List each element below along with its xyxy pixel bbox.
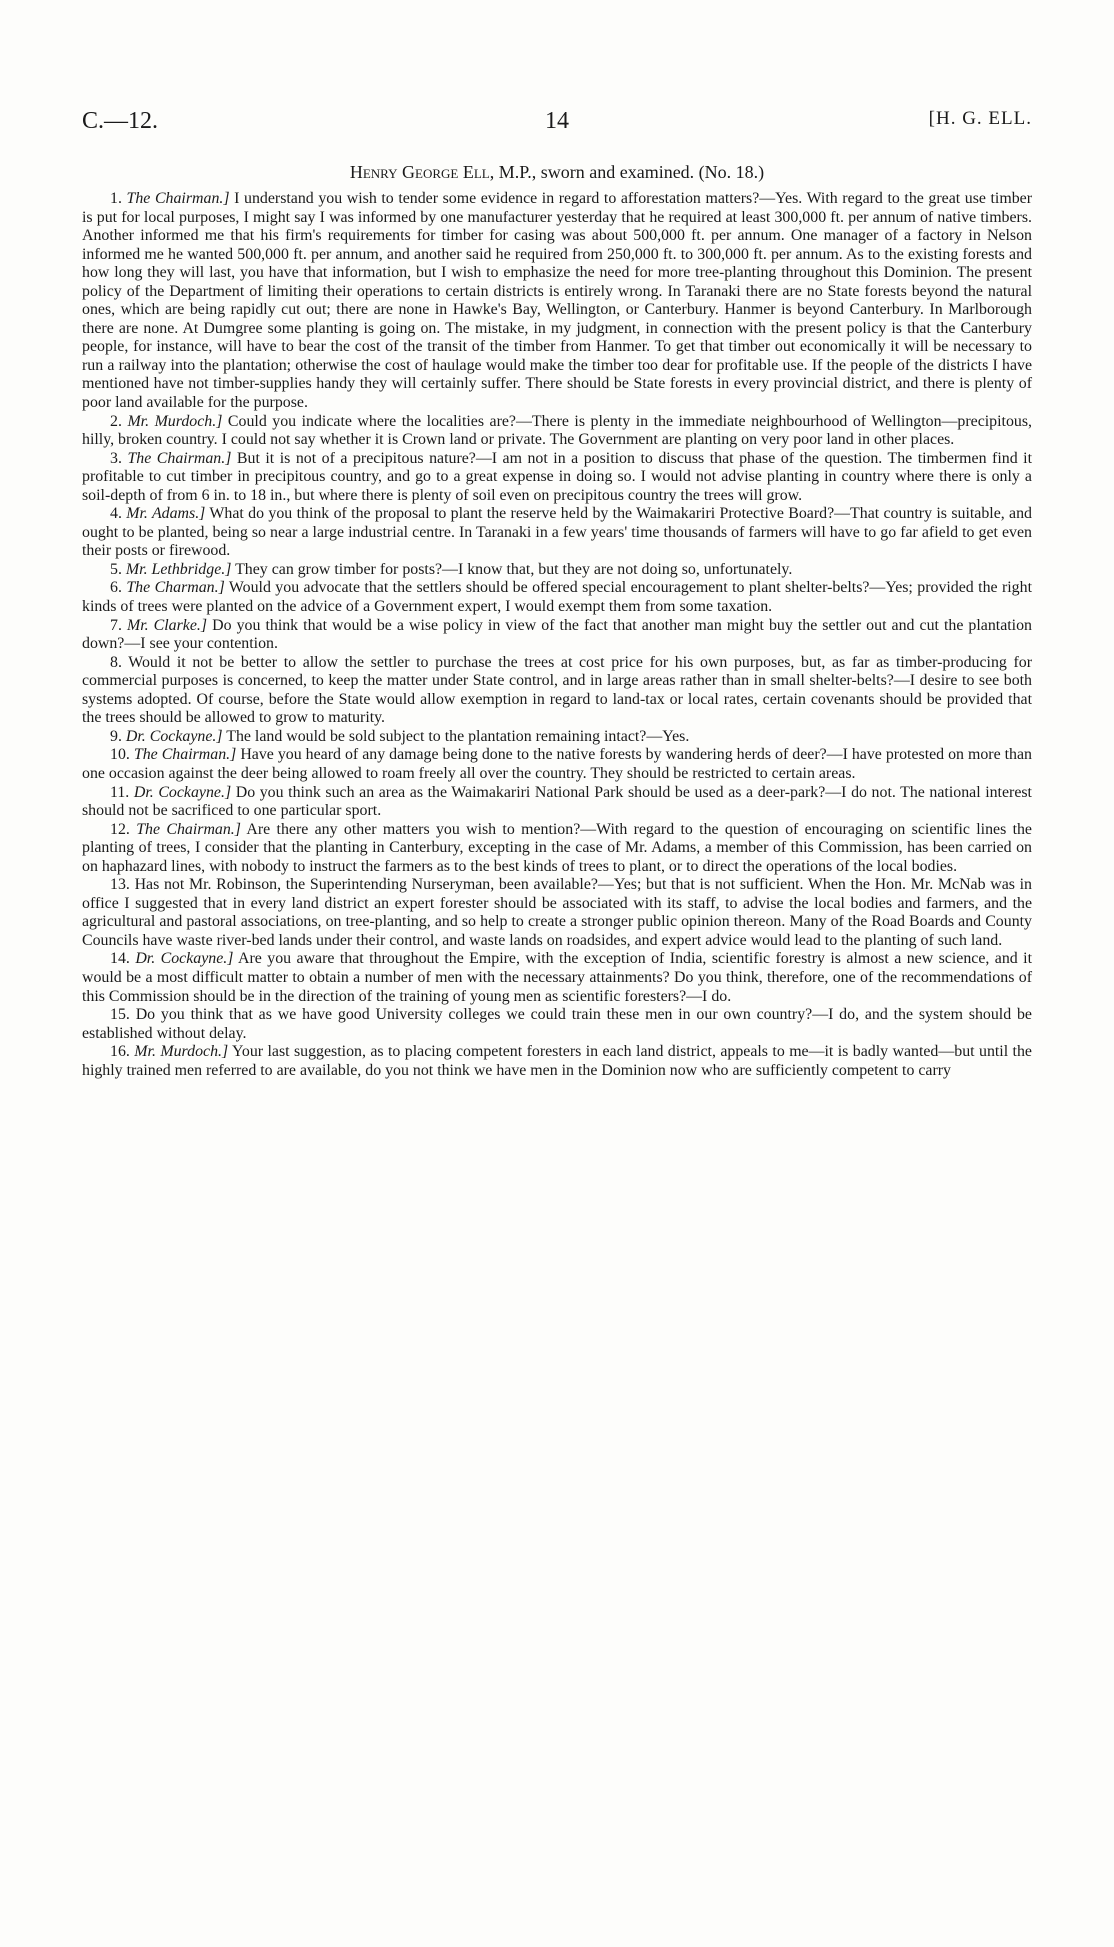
question-text: Have you heard of any damage being done to the native forests by wandering herds of deer?—I have protested on more than one occasion against the deer being allowed to roam freely all over the country. They should be restricted to certain areas. — [82, 746, 1032, 782]
question-number: 1. — [110, 190, 122, 207]
question-number: 8. — [110, 653, 122, 671]
question-paragraph — [82, 1043, 1032, 1080]
question-number: 6. — [110, 579, 122, 597]
question-paragraph — [82, 579, 1032, 616]
speaker-name: Mr. Murdoch.] — [127, 412, 223, 430]
question-text: Your last suggestion, as to placing competent foresters in each land district, appeals to me—it is badly wanted—but until the highly trained men referred to are available, do you not think we have men in the Dominion now who are sufficiently competent to carry — [82, 1043, 1032, 1079]
question-number: 7. — [110, 616, 122, 634]
question-text: But it is not of a precipitous nature?—I am not in a position to discuss that phase of the question. The timbermen find it profitable to cut timber in precipitous country, and go to a great expense in doing so. I would not advise planting in country where there is only a soil-depth of from 6 in. to 18 in., but where there is plenty of soil even on precipitous country the trees will grow. — [82, 449, 1032, 504]
page-number: 14 — [545, 108, 569, 134]
question-text: What do you think of the proposal to plant the reserve held by the Waimakariri Protective Board?—That country is suitable, and ought to be planted, being so near a large industrial centre. In Taranaki in a few years' time thousands of farmers will have to go far afield to get even their posts or firewood. — [82, 505, 1032, 560]
speaker-name: Mr. Clarke.] — [126, 616, 208, 634]
question-paragraph — [82, 505, 1032, 561]
question-number: 12. — [110, 820, 130, 838]
question-number: 15. — [110, 1006, 130, 1024]
speaker-name: Dr. Cockayne.] — [133, 783, 232, 801]
question-text: Would you advocate that the settlers should be offered special encouragement to plant shelter-belts?—Yes; provided the right kinds of trees were planted on the advice of a Government expert, I would exempt them from some taxation. — [82, 579, 1032, 616]
speaker-name: The Charman.] — [126, 579, 225, 597]
speaker-name: The Chairman.] — [127, 449, 232, 467]
question-paragraph — [82, 1006, 1032, 1043]
question-number: 10. — [110, 746, 130, 764]
question-text: Are there any other matters you wish to mention?—With regard to the question of encouraging on scientific lines the planting of trees, I consider that the planting in Canterbury, excepting in the case of Mr. Adams, a member of this Commission, has been carried on on haphazard lines, with nobody to instruct the farmers as to the best kinds of trees to plant, or to direct the operations of the local bodies. — [82, 820, 1032, 875]
speaker-name: The Chairman.] — [126, 190, 230, 207]
question-text: I understand you wish to tender some evidence in regard to afforestation matters?—Yes. With regard to the great use timber is put for local purposes, I might say I was informed by one manufacturer yesterday that he required at least 300,000 ft. per annum of native timbers. Another informed me that his firm's requirements for timber for casing was about 500,000 ft. per annum. One manager of a factory in Nelson informed me he wanted 500,000 ft. per annum, and another said he required from 250,000 ft. to 300,000 ft. per annum. As to the existing forests and how long they will last, you have that information, but I wish to emphasize the need for more tree-planting throughout this Dominion. The present policy of the Department of limiting their operations to certain districts is entirely wrong. In Taranaki there are no State forests beyond the natural ones, which are being rapidly cut out; there are none in Hawke's Bay, Wellington, or Canterbury. Hanmer is beyond Canterbury. In Marlborough there are none. At Dumgree some planting is going on. The mistake, in my judgment, in connection with the present policy is that the Canterbury people, for instance, will have to bear the cost of the transit of the timber from Hanmer. To get that timber out economically it will be necessary to run a railway into the plantation; otherwise the cost of haulage would make the timber too dear for profitable use. If the people of the districts I have mentioned have not timber-supplies handy they will certainly suffer. There should be State forests in every provincial district, and there is plenty of poor land available for the purpose. — [82, 190, 1033, 412]
question-number: 11. — [110, 783, 130, 801]
question-paragraph — [82, 190, 1032, 413]
question-number: 14. — [110, 950, 130, 968]
speaker-name: Mr. Murdoch.] — [134, 1043, 229, 1061]
question-text: Would it not be better to allow the settler to purchase the trees at cost price for his own purposes, but, as far as timber-producing for commercial purposes is concerned, to keep the matter under State control, and in large areas rather than in small shelter-belts?—I desire to see both systems adopted. Of course, before the State would allow exemption in regard to land-tax or local rates, certain covenants should be provided that the trees should be allowed to grow to maturity. — [82, 653, 1032, 727]
question-text: They can grow timber for posts?—I know that, but they are not doing so, unfortunately. — [231, 560, 793, 578]
question-text: Do you think that would be a wise policy in view of the fact that another man might buy the settler out and cut the plantation down?—I see your contention. — [82, 616, 1032, 653]
question-paragraph — [82, 876, 1032, 950]
question-paragraph — [82, 746, 1032, 783]
question-text: Has not Mr. Robinson, the Superintending Nurseryman, been available?—Yes; but that is not sufficient. When the Hon. Mr. McNab was in office I suggested that in every land district an expert forester should be associated with its staff, to advise the local bodies and farmers, and the agricultural and pastoral associations, on tree-planting, and so help to create a stronger public opinion thereon. Many of the Road Boards and County Councils have waste river-bed lands under their control, and waste lands on roadsides, and expert advice would lead to the planting of such land. — [82, 876, 1033, 949]
question-text: Could you indicate where the localities are?—There is plenty in the immediate neighbourhood of Wellington—precipitous, hilly, broken country. I could not say whether it is Crown land or private. The Government are planting on very poor land in other places. — [82, 412, 1032, 449]
question-paragraph — [82, 450, 1032, 506]
question-paragraph — [82, 728, 1032, 747]
running-head: [H. G. ELL. — [928, 108, 1032, 129]
paper-reference: C.—12. — [82, 108, 159, 134]
speaker-name: The Chairman.] — [136, 820, 241, 838]
question-paragraph — [82, 821, 1032, 877]
evidence-body — [82, 190, 1032, 1080]
question-number: 5. — [110, 560, 122, 578]
question-text: Do you think that as we have good University colleges we could train these men in our own country?—I do, and the system should be established without delay. — [82, 1006, 1032, 1042]
witness-heading — [82, 162, 1032, 183]
question-text: Do you think such an area as the Waimakariri National Park should be used as a deer-park?—I do not. The national interest should not be sacrificed to one particular sport. — [82, 783, 1032, 820]
question-paragraph — [82, 654, 1032, 728]
question-paragraph — [82, 950, 1032, 1006]
question-paragraph — [82, 561, 1032, 580]
question-number: 16. — [110, 1043, 130, 1061]
question-number: 4. — [110, 505, 122, 523]
question-text: Are you aware that throughout the Empire, with the exception of India, scientific forestry is almost a new science, and it would be a most difficult matter to obtain a number of men with the necessary attainments? Do you think, therefore, one of the recommendations of this Commission should be in the direction of the training of young men as scientific foresters?—I do. — [82, 950, 1032, 1005]
speaker-name: Dr. Cockayne.] — [135, 950, 234, 968]
question-paragraph — [82, 617, 1032, 654]
question-text: The land would be sold subject to the plantation remaining intact?—Yes. — [222, 727, 690, 745]
question-number: 9. — [110, 727, 122, 745]
question-paragraph — [82, 413, 1032, 450]
question-number: 2. — [110, 412, 122, 430]
speaker-name: Mr. Lethbridge.] — [125, 560, 232, 578]
page-header — [82, 108, 1032, 142]
speaker-name: Mr. Adams.] — [126, 505, 206, 523]
question-number: 3. — [110, 449, 122, 467]
question-number: 13. — [110, 876, 130, 894]
speaker-name: Dr. Cockayne.] — [125, 727, 223, 745]
witness-heading-rest: , M.P., sworn and examined. (No. 18.) — [489, 162, 765, 182]
witness-name: Henry George Ell — [349, 162, 490, 182]
speaker-name: The Chairman.] — [133, 746, 237, 764]
question-paragraph — [82, 784, 1032, 821]
